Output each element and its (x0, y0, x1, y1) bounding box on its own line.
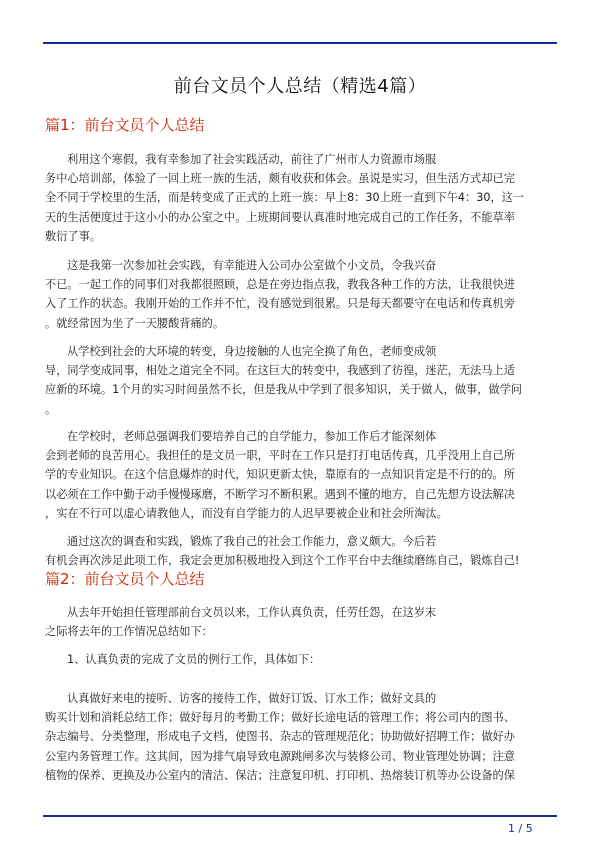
section-heading: 篇1：前台文员个人总结 (45, 116, 205, 134)
top-rule (43, 42, 557, 44)
bottom-rule (43, 815, 557, 817)
section-heading: 篇2：前台文员个人总结 (45, 570, 205, 588)
paragraph-line: 学的专业知识。在这个信息爆炸的时代，知识更新太快，靠原有的一点知识肯定是不行的的。所 (45, 468, 515, 482)
paragraph (45, 342, 555, 419)
paragraph-line: 入了工作的状态。我刚开始的工作并不忙，没有感觉到很累。只是每天都要守在电话和传真机旁 (45, 297, 515, 311)
paragraph-line: 应新的环境。1个月的实习时间虽然不长，但是我从中学到了很多知识，关于做人，做事，做学问 (45, 383, 522, 397)
paragraph-line: ，实在不行可以虚心请教他人，而没有自学能力的人迟早要被企业和社会所淘汰。 (45, 506, 448, 520)
paragraph-line: 之际将去年的工作情况总结如下： (45, 625, 213, 639)
paragraph-line: 。 (45, 402, 57, 416)
document-title: 前台文员个人总结（精选4篇） (173, 76, 427, 97)
paragraph-line: 认真做好来电的接听、访客的接待工作，做好订饭、订水工作；做好文具的 (67, 692, 437, 705)
paragraph (45, 427, 555, 523)
paragraph-line: 这是我第一次参加社会实践，有幸能进入公司办公室做个小文员，令我兴奋 (67, 259, 437, 272)
paragraph-line: 购买计划和消耗总结工作；做好每月的考勤工作；做好长途电话的管理工作；将公司内的图书、 (45, 711, 515, 725)
paragraph-line: 有机会再次涉足此项工作，我定会更加积极地投入到这个工作平台中去继续磨练自己，锻炼自己! (45, 554, 520, 568)
paragraph-line: 从学校到社会的大环境的转变，身边接触的人也完全换了角色，老师变成领 (67, 345, 437, 358)
paragraph (45, 532, 555, 570)
paragraph-line: 导，同学变成同事，相处之道完全不同。在这巨大的转变中，我感到了彷徨，迷茫，无法马上适 (45, 364, 515, 378)
paragraph-line: 从去年开始担任管理部前台文员以来，工作认真负责，任劳任怨，在这岁末 (67, 606, 437, 619)
paragraph (45, 650, 555, 669)
paragraph-line: 利用这个寒假，我有幸参加了社会实践活动，前往了广州市人力资源市场服 (67, 153, 437, 166)
paragraph-line: 公室内务管理工作。这其间，因为排气扇导致电源跳闸多次与装修公司、物业管理处协调；注意 (45, 749, 515, 763)
paragraph (45, 256, 555, 333)
page-number: 1 / 5 (508, 822, 533, 835)
paragraph (45, 150, 555, 246)
paragraph (45, 689, 555, 785)
paragraph-line: 在学校时，老师总强调我们要培养自己的自学能力，参加工作后才能深刻体 (67, 430, 437, 443)
paragraph-line: 天的生活便度过于这小小的办公室之中。上班期间要认真准时地完成自己的工作任务，不能草率 (45, 210, 515, 224)
paragraph-line: 敷衍了事。 (45, 229, 101, 243)
paragraph-line: 不已。一起工作的同事们对我都很照顾，总是在旁边指点我，教我各种工作的方法，让我很快进 (45, 278, 515, 292)
paragraph-line: 全不同于学校里的生活，而是转变成了正式的上班一族：早上8：30上班一直到下午4：30，这一 (45, 191, 525, 205)
paragraph-line: 。就经常因为坐了一天腰酸背痛的。 (45, 316, 225, 330)
paragraph-line: 以必须在工作中勤于动手慢慢琢磨，不断学习不断积累。遇到不懂的地方，自己先想方设法解决 (45, 487, 515, 501)
paragraph-line: 1、认真负责的完成了文员的例行工作，具体如下： (67, 653, 321, 666)
paragraph-line: 务中心培训部，体验了一回上班一族的生活，颇有收获和体会。虽说是实习，但生活方式却已完 (45, 172, 515, 186)
paragraph-line: 杂志编号、分类整理，形成电子文档，使图书、杂志的管理规范化；协助做好招聘工作；做好办 (45, 730, 515, 744)
paragraph (45, 603, 555, 641)
paragraph-line: 通过这次的调查和实践，锻炼了我自己的社会工作能力，意义颇大。今后若 (67, 535, 437, 548)
paragraph-line: 植物的保养、更换及办公室内的清洁、保洁；注意复印机、打印机、热熔装订机等办公设备的保 (45, 768, 515, 782)
paragraph-line: 会到老师的良苦用心。我担任的是文员一职，平时在工作只是打打电话传真，几乎没用上自己所 (45, 449, 515, 463)
